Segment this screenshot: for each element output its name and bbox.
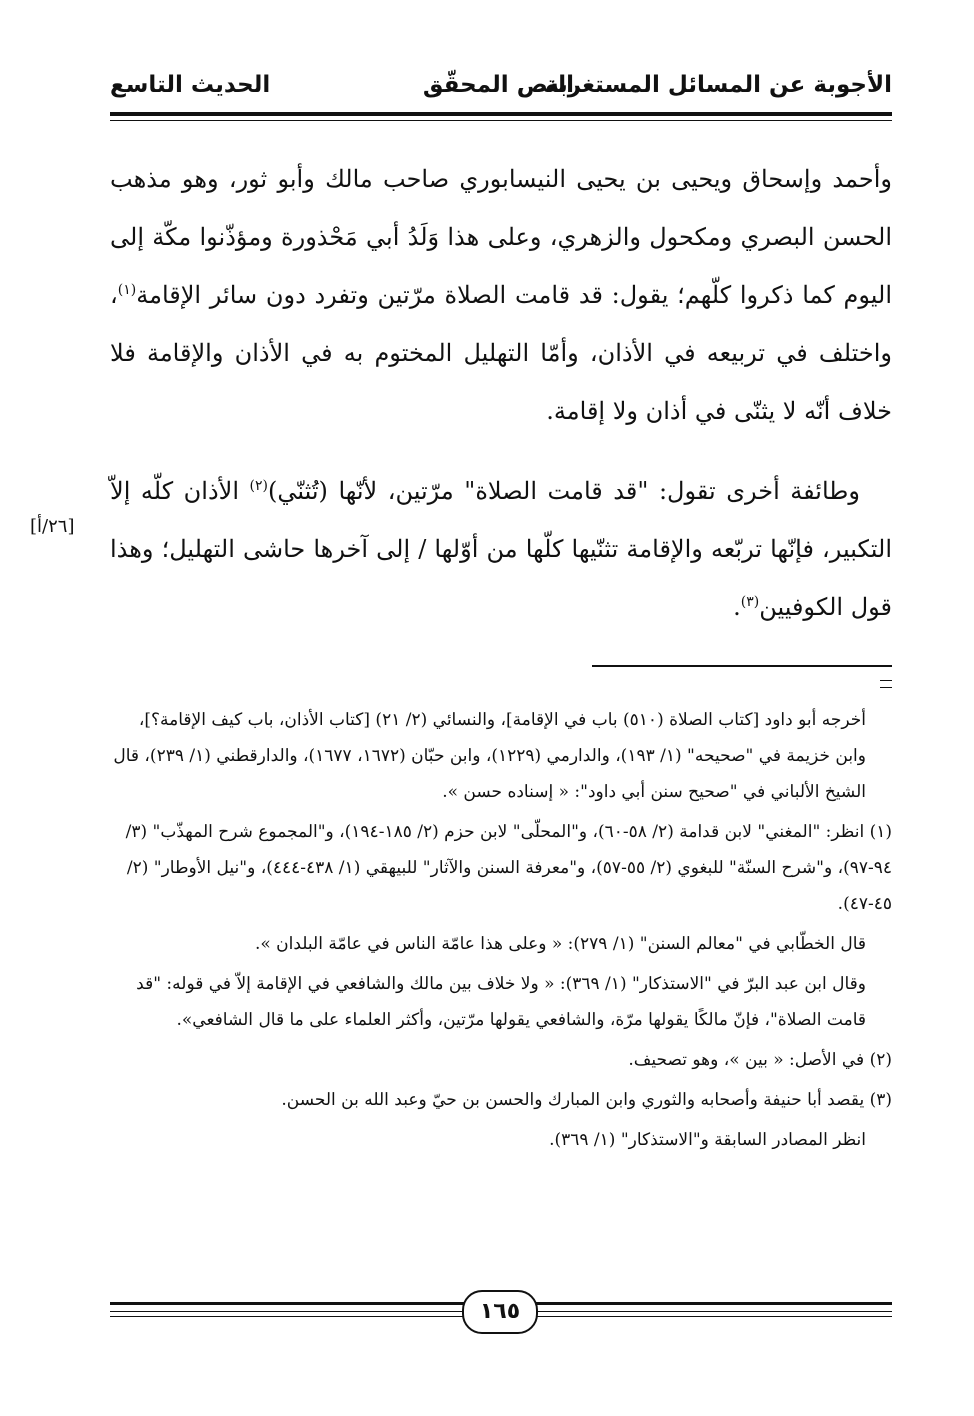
page-number: ١٦٥: [462, 1290, 538, 1334]
footnote-1-quote-ibn-abd-albarr: وقال ابن عبد البرّ في "الاستذكار" (١/ ٣٦٩): « ولا خلاف بين مالك والشافعي في الإقامة إلاّ في قوله: "قد قامت الصلاة"، فإنّ مالكًا يقولها مرّة، والشافعي يقولها مرّتين، وأكثر العلماء على ما قال الشافعي».: [136, 974, 866, 1030]
footnote-ref-1: (١): [117, 282, 137, 298]
header-rule-thick: [110, 112, 892, 116]
footnote-ref-2: (٢): [249, 478, 269, 494]
header-rule-thin: [110, 120, 892, 121]
footnote-2: (٢) في الأصل: « بين »، وهو تصحيف.: [628, 1050, 892, 1070]
footnotes: [110, 702, 892, 1162]
footnote-3: (٣) يقصد أبا حنيفة وأصحابه والثوري وابن المبارك والحسن بن حيّ وعبد الله بن الحسن.: [281, 1090, 892, 1110]
chapter-title: الحديث التاسع: [110, 72, 271, 98]
paragraph-2: وطائفة أخرى تقول: "قد قامت الصلاة" مرّتين، لأنّها (تُثنّي)$^{(٢)}$ الأذان كلّه إلاّ التكبير، فإنّها تربّعه والإقامة تثنّيها كلّها من أوّلها / إلى آخرها حاشى التهليل؛ وهذا قول الكوفيين$^{(٣)}$.: [110, 477, 892, 621]
footnote-continuation-mark: [880, 680, 892, 688]
footnote-1-quote-khattabi: قال الخطّابي في "معالم السنن" (١/ ٢٧٩): « وعلى هذا عامّة الناس في عامّة البلدان ».: [254, 934, 866, 954]
main-text: [110, 150, 892, 636]
paragraph-1: وأحمد وإسحاق ويحيى بن يحيى النيسابوري صاحب مالك وأبو ثور، وهو مذهب الحسن البصري ومكحول والزهري، وعلى هذا وَلَدُ أبي مَحْذورة ومؤذّنوا مكّة إلى اليوم كما ذكروا كلّهم؛ يقول: قد قامت الصلاة مرّتين وتفرد دون سائر الإقامة$^{(١)}$، واختلف في تربيعه في الأذان، وأمّا التهليل المختوم به في الأذان والإقامة فلا خلاف أنّه لا يثنّى في أذان ولا إقامة.: [110, 165, 892, 425]
footnote-3-reference: انظر المصادر السابقة و"الاستذكار" (١/ ٣٦٩).: [549, 1130, 866, 1150]
footnote-1: (١) انظر: "المغني" لابن قدامة (٢/ ٥٨-٦٠)، و"المحلّى" لابن حزم (٢/ ١٨٥-١٩٤)، و"المجموع شرح المهذّب" (٣/ ٩٤-٩٧)، و"شرح السنّة" للبغوي (٢/ ٥٥-٥٧)، و"معرفة السنن والآثار" للبيهقي (١/ ٤٣٨-٤٤٤)، و"نيل الأوطار" (٢/ ٤٥-٤٧).: [125, 822, 892, 914]
footnote-separator: [592, 665, 892, 667]
footnote-ref-3: (٣): [740, 594, 760, 610]
running-header: [110, 72, 892, 112]
footnote-continued: أخرجه أبو داود [كتاب الصلاة (٥١٠) باب في الإقامة]، والنسائي (٢/ ٢١) [كتاب الأذان، باب كيف الإقامة؟]، وابن خزيمة في "صحيحه" (١/ ١٩٣)، والدارمي (١٢٢٩)، وابن حبّان (١٦٧٢، ١٦٧٧)، والدارقطني (١/ ٢٣٩)، قال الشيخ الألباني في "صحيح سنن أبي داود": « إسناده حسن ».: [113, 710, 866, 802]
section-title: النص المحقّق: [422, 72, 574, 98]
book-title: الأجوبة عن المسائل المستغربة: [545, 72, 892, 98]
manuscript-folio-marker: [٢٦/أ]: [30, 516, 75, 537]
